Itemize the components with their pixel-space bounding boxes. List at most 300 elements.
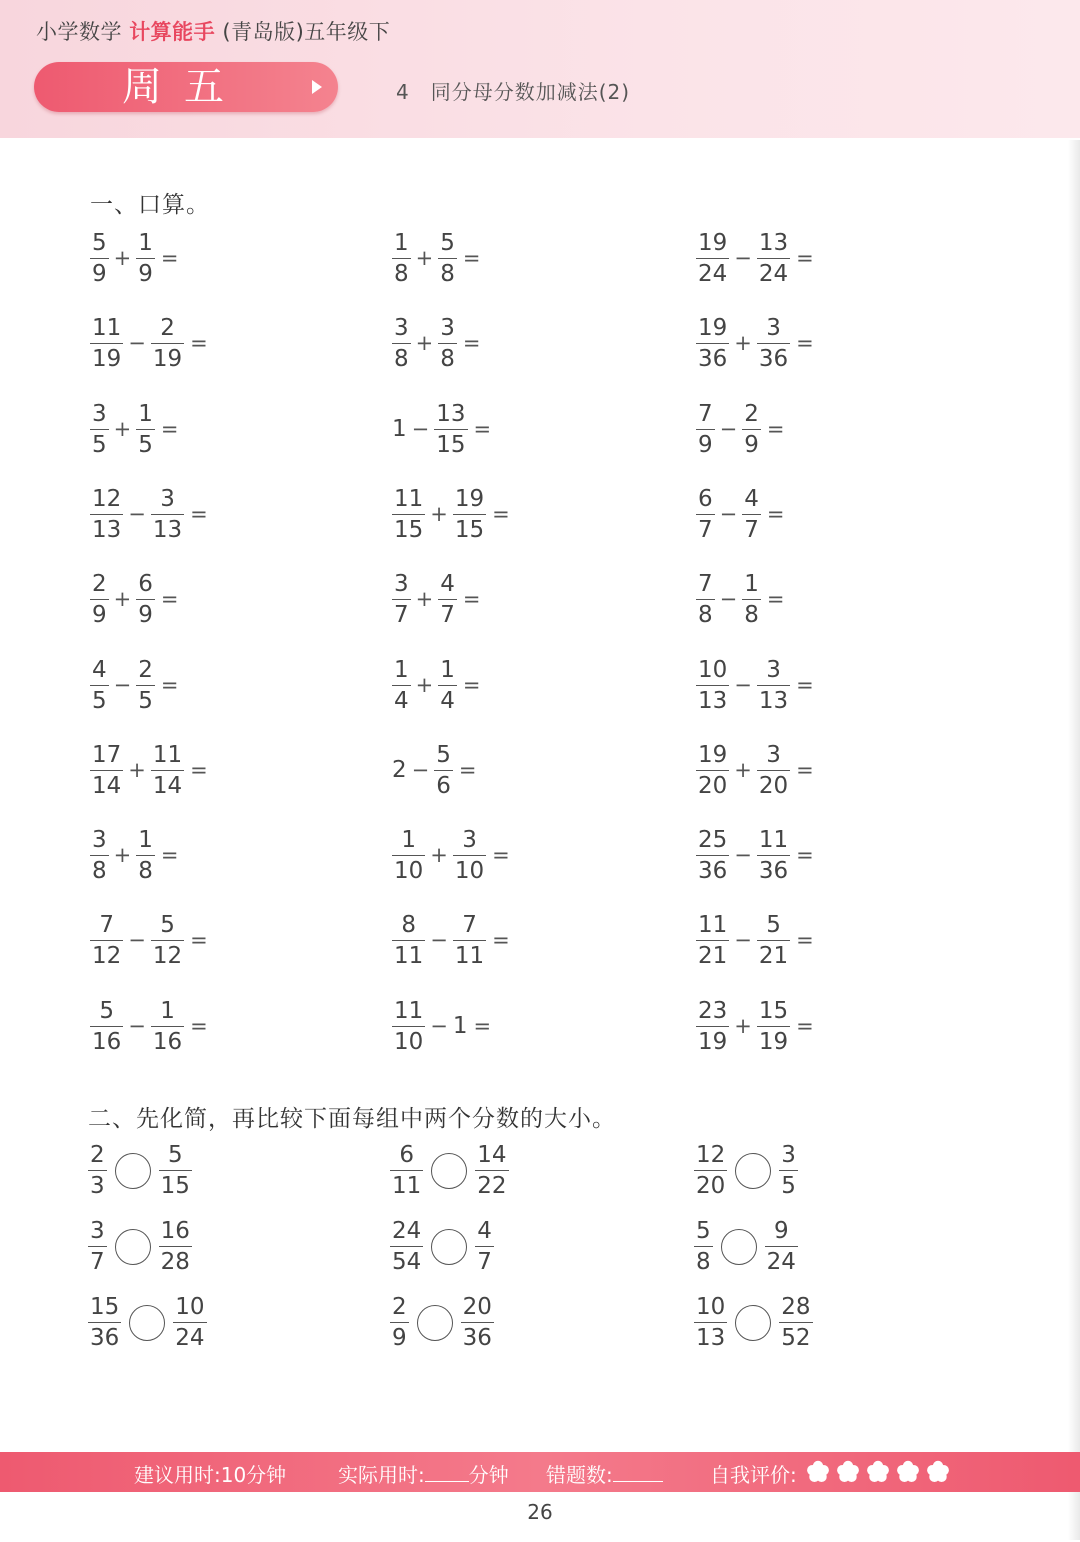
- denominator: 28: [160, 1249, 190, 1275]
- fraction: [757, 230, 790, 287]
- equals-sign: =: [190, 501, 208, 526]
- numerator: 12: [696, 1142, 726, 1168]
- fraction: [757, 998, 790, 1055]
- flower-star-icon[interactable]: [866, 1460, 890, 1484]
- equals-sign: =: [492, 501, 510, 526]
- denominator: 9: [698, 431, 713, 458]
- numerator: 25: [698, 827, 728, 854]
- fraction-bar: [696, 770, 729, 771]
- numerator: 11: [152, 741, 183, 768]
- equals-sign: =: [190, 928, 208, 953]
- fraction-bar: [136, 599, 155, 600]
- fraction-bar: [159, 1246, 192, 1247]
- fraction-bar: [757, 940, 790, 941]
- numerator: 2: [744, 400, 759, 427]
- equals-sign: =: [190, 1013, 208, 1038]
- comparison-answer-circle[interactable]: [721, 1229, 757, 1265]
- fraction-bar: [779, 1170, 798, 1171]
- comparison-answer-circle[interactable]: [735, 1153, 771, 1189]
- problem: [696, 486, 785, 543]
- equals-sign: =: [766, 501, 785, 526]
- fraction: [694, 1294, 727, 1351]
- denominator: 11: [392, 1173, 422, 1199]
- operator: +: [415, 587, 434, 612]
- denominator: 7: [744, 516, 759, 543]
- denominator: 7: [477, 1249, 492, 1275]
- fraction: [696, 315, 729, 372]
- denominator: 13: [696, 1325, 726, 1351]
- numerator: 3: [394, 571, 409, 598]
- numerator: 3: [92, 827, 107, 854]
- fraction-bar: [438, 599, 457, 600]
- fraction-bar: [696, 940, 729, 941]
- numerator: 3: [766, 315, 781, 342]
- problem: [392, 657, 481, 714]
- equals-sign: =: [492, 843, 510, 868]
- fraction: [742, 401, 761, 458]
- numerator: 4: [92, 656, 107, 683]
- fraction-bar: [779, 1322, 812, 1323]
- numerator: 13: [436, 400, 466, 427]
- fraction-bar: [694, 1246, 713, 1247]
- fraction: [392, 486, 425, 543]
- fraction: [159, 1142, 192, 1199]
- fraction-bar: [390, 1322, 409, 1323]
- denominator: 24: [766, 1249, 796, 1275]
- problem: [392, 315, 481, 372]
- numerator: 12: [92, 485, 122, 512]
- fraction: [453, 827, 486, 884]
- fraction: [390, 1218, 423, 1275]
- numerator: 1: [138, 827, 153, 854]
- comparison-answer-circle[interactable]: [115, 1229, 151, 1265]
- numerator: 1: [394, 656, 409, 683]
- book-title-highlight: 计算能手: [129, 20, 216, 44]
- fraction-bar: [453, 514, 486, 515]
- flower-star-icon[interactable]: [926, 1460, 950, 1484]
- denominator: 15: [394, 516, 424, 543]
- fraction: [438, 315, 457, 372]
- fraction: [453, 912, 486, 969]
- numerator: 5: [696, 1218, 711, 1244]
- fraction: [90, 657, 109, 714]
- fraction: [779, 1294, 812, 1351]
- fraction-bar: [742, 514, 761, 515]
- fraction-bar: [90, 1026, 123, 1027]
- operator: −: [430, 928, 448, 953]
- fraction: [90, 486, 123, 543]
- operator: +: [415, 331, 434, 356]
- comparison-problem: [390, 1294, 494, 1351]
- fraction: [392, 998, 425, 1055]
- denominator: 14: [92, 772, 122, 799]
- equals-sign: =: [160, 587, 179, 612]
- equals-sign: =: [796, 672, 814, 697]
- fraction-bar: [90, 599, 109, 600]
- operator: −: [719, 501, 738, 526]
- section2-title: 二、先化简，再比较下面每组中两个分数的大小。: [88, 1106, 616, 1132]
- fraction: [694, 1142, 727, 1199]
- denominator: 13: [152, 516, 183, 543]
- equals-sign: =: [462, 331, 481, 356]
- flower-star-icon[interactable]: [806, 1460, 830, 1484]
- numerator: 13: [758, 230, 789, 256]
- problem: [696, 315, 814, 372]
- fraction: [696, 571, 715, 628]
- problem: [90, 571, 179, 628]
- fraction: [742, 571, 761, 628]
- fraction-bar: [151, 514, 184, 515]
- equals-sign: =: [796, 843, 814, 868]
- fraction-bar: [390, 1170, 423, 1171]
- numerator: 3: [440, 315, 455, 342]
- fraction: [136, 827, 155, 884]
- problem: [90, 742, 208, 799]
- numerator: 1: [138, 400, 153, 427]
- fraction-bar: [392, 685, 411, 686]
- denominator: 19: [758, 1028, 789, 1055]
- fraction: [151, 912, 184, 969]
- fraction: [136, 401, 155, 458]
- equals-sign: =: [462, 672, 481, 697]
- actual-time-label: 实际用时:: [338, 1463, 425, 1487]
- fraction-bar: [90, 940, 123, 941]
- denominator: 8: [440, 346, 455, 373]
- operator: +: [113, 843, 132, 868]
- equals-sign: =: [473, 416, 492, 441]
- fraction: [696, 230, 729, 287]
- denominator: 9: [392, 1325, 407, 1351]
- equals-sign: =: [458, 757, 477, 782]
- page-number: 26: [527, 1500, 553, 1524]
- numerator: 3: [92, 400, 107, 427]
- flower-star-icon[interactable]: [896, 1460, 920, 1484]
- problem: [696, 912, 814, 969]
- denominator: 12: [152, 943, 183, 970]
- fraction-bar: [88, 1170, 107, 1171]
- operator: −: [734, 843, 752, 868]
- comparison-answer-circle[interactable]: [115, 1153, 151, 1189]
- equals-sign: =: [796, 928, 814, 953]
- denominator: 13: [698, 687, 728, 714]
- numerator: 11: [394, 997, 424, 1024]
- fraction-bar: [90, 685, 109, 686]
- denominator: 9: [744, 431, 759, 458]
- fraction-bar: [151, 940, 184, 941]
- fraction: [90, 230, 109, 287]
- numerator: 3: [766, 656, 781, 683]
- operator: −: [128, 501, 146, 526]
- equals-sign: =: [796, 331, 814, 356]
- book-title: [36, 16, 390, 46]
- fraction-bar: [475, 1246, 494, 1247]
- fraction-bar: [173, 1322, 206, 1323]
- problem: [90, 912, 208, 969]
- equals-sign: =: [190, 331, 208, 356]
- equals-sign: =: [796, 1013, 814, 1038]
- fraction: [159, 1218, 192, 1275]
- fraction-bar: [434, 429, 467, 430]
- operator: +: [415, 672, 434, 697]
- denominator: 8: [394, 346, 409, 373]
- fraction: [696, 742, 729, 799]
- equals-sign: =: [492, 928, 510, 953]
- numerator: 5: [436, 741, 451, 768]
- denominator: 24: [175, 1325, 205, 1351]
- fraction: [438, 571, 457, 628]
- denominator: 21: [698, 943, 728, 970]
- numerator: 4: [744, 485, 759, 512]
- fraction-bar: [90, 429, 109, 430]
- equals-sign: =: [462, 587, 481, 612]
- denominator: 5: [138, 431, 153, 458]
- fraction: [742, 486, 761, 543]
- numerator: 1: [138, 230, 153, 256]
- fraction: [757, 315, 790, 372]
- error-count: [546, 1459, 663, 1488]
- denominator: 16: [152, 1028, 183, 1055]
- fraction: [173, 1294, 206, 1351]
- fraction: [757, 657, 790, 714]
- operator: +: [430, 501, 448, 526]
- numerator: 5: [167, 1142, 183, 1168]
- fraction-bar: [151, 770, 184, 771]
- numerator: 3: [766, 741, 781, 768]
- fraction-bar: [757, 685, 790, 686]
- fraction-bar: [742, 429, 761, 430]
- fraction: [392, 827, 425, 884]
- fraction: [88, 1294, 121, 1351]
- fraction: [475, 1142, 508, 1199]
- day-label: 周五: [122, 64, 246, 110]
- fraction: [438, 657, 457, 714]
- fraction: [136, 657, 155, 714]
- numerator: 6: [698, 485, 713, 512]
- numerator: 10: [698, 656, 728, 683]
- numerator: 10: [696, 1294, 726, 1320]
- denominator: 16: [92, 1028, 122, 1055]
- equals-sign: =: [160, 672, 179, 697]
- fraction: [390, 1142, 423, 1199]
- numerator: 4: [440, 571, 455, 598]
- flower-star-icon[interactable]: [836, 1460, 860, 1484]
- denominator: 8: [394, 261, 409, 287]
- fraction: [434, 401, 467, 458]
- comparison-answer-circle[interactable]: [431, 1229, 467, 1265]
- denominator: 20: [696, 1173, 726, 1199]
- equals-sign: =: [160, 416, 179, 441]
- day-pill: [34, 62, 338, 112]
- denominator: 36: [698, 346, 728, 373]
- numerator: 2: [90, 1142, 105, 1168]
- comparison-answer-circle[interactable]: [417, 1305, 453, 1341]
- fraction: [392, 315, 411, 372]
- fraction-bar: [392, 940, 425, 941]
- numerator: 1: [401, 827, 416, 854]
- fraction-bar: [696, 514, 715, 515]
- fraction-bar: [90, 258, 109, 259]
- comparison-problem: [694, 1142, 798, 1199]
- fraction-bar: [696, 685, 729, 686]
- numerator: 3: [462, 827, 477, 854]
- fraction: [90, 827, 109, 884]
- problem: [696, 571, 785, 628]
- numerator: 20: [462, 1294, 492, 1320]
- page-edge: [1068, 140, 1080, 1540]
- fraction-bar: [461, 1322, 494, 1323]
- problem: [392, 571, 481, 628]
- fraction: [757, 827, 790, 884]
- fraction-bar: [696, 1026, 729, 1027]
- fraction-bar: [151, 1026, 184, 1027]
- fraction: [88, 1218, 107, 1275]
- denominator: 7: [394, 602, 409, 629]
- denominator: 22: [477, 1173, 507, 1199]
- denominator: 8: [138, 858, 153, 885]
- error-count-blank[interactable]: [613, 1465, 663, 1482]
- operator: −: [734, 928, 752, 953]
- denominator: 7: [698, 516, 713, 543]
- equals-sign: =: [796, 757, 814, 782]
- fraction-bar: [757, 770, 790, 771]
- self-eval-label: 自我评价:: [710, 1463, 797, 1487]
- numerator: 2: [138, 656, 153, 683]
- numerator: 9: [773, 1218, 789, 1244]
- book-title-suffix: (青岛版)五年级下: [222, 20, 391, 44]
- numerator: 5: [99, 997, 114, 1024]
- numerator: 11: [698, 912, 728, 939]
- operator: −: [411, 416, 430, 441]
- denominator: 15: [160, 1173, 190, 1199]
- fraction-bar: [159, 1170, 192, 1171]
- denominator: 11: [454, 943, 485, 970]
- whole-number: 1: [452, 1012, 468, 1039]
- operator: +: [415, 246, 434, 270]
- problem: [90, 486, 208, 543]
- fraction: [151, 998, 184, 1055]
- comparison-problem: [88, 1142, 192, 1199]
- numerator: 3: [781, 1142, 796, 1168]
- numerator: 7: [462, 912, 477, 939]
- actual-time-unit: 分钟: [468, 1463, 509, 1487]
- fraction-bar: [392, 514, 425, 515]
- equals-sign: =: [160, 246, 179, 270]
- problem: [392, 912, 510, 969]
- fraction: [90, 998, 123, 1055]
- problem: [696, 827, 814, 884]
- operator: +: [113, 246, 132, 270]
- fraction-bar: [453, 855, 486, 856]
- equals-sign: =: [796, 246, 814, 270]
- problem: [392, 486, 510, 543]
- denominator: 10: [454, 858, 485, 885]
- fraction-bar: [136, 685, 155, 686]
- denominator: 8: [440, 261, 455, 287]
- operator: +: [430, 843, 448, 868]
- denominator: 15: [436, 431, 466, 458]
- denominator: 4: [440, 687, 455, 714]
- fraction-bar: [757, 855, 790, 856]
- equals-sign: =: [462, 246, 481, 270]
- denominator: 21: [758, 943, 789, 970]
- fraction: [390, 1294, 409, 1351]
- fraction: [765, 1218, 798, 1275]
- equals-sign: =: [766, 587, 785, 612]
- denominator: 5: [138, 687, 153, 714]
- numerator: 3: [160, 485, 175, 512]
- comparison-answer-circle[interactable]: [129, 1305, 165, 1341]
- denominator: 12: [92, 943, 122, 970]
- denominator: 9: [138, 602, 153, 629]
- comparison-answer-circle[interactable]: [431, 1153, 467, 1189]
- section1-title: 一、口算。: [90, 192, 210, 218]
- operator: −: [734, 672, 752, 697]
- operator: +: [734, 1013, 752, 1038]
- fraction-bar: [475, 1170, 508, 1171]
- denominator: 36: [698, 858, 728, 885]
- operator: +: [113, 416, 132, 441]
- problem: [90, 230, 179, 287]
- lesson-title: 4 同分母分数加减法(2): [396, 80, 631, 104]
- fraction: [136, 230, 155, 287]
- problem: [392, 998, 491, 1055]
- numerator: 24: [392, 1218, 422, 1244]
- actual-time-blank[interactable]: [425, 1465, 469, 1482]
- fraction-bar: [136, 429, 155, 430]
- denominator: 36: [90, 1325, 120, 1351]
- numerator: 5: [766, 912, 781, 939]
- problem: [696, 401, 785, 458]
- fraction: [392, 912, 425, 969]
- fraction-bar: [696, 343, 729, 344]
- numerator: 7: [99, 912, 114, 939]
- fraction: [757, 912, 790, 969]
- fraction: [151, 315, 184, 372]
- fraction: [694, 1218, 713, 1275]
- denominator: 20: [758, 772, 789, 799]
- fraction-bar: [392, 855, 425, 856]
- fraction: [757, 742, 790, 799]
- fraction-bar: [392, 343, 411, 344]
- fraction-bar: [151, 343, 184, 344]
- fraction-bar: [757, 343, 790, 344]
- comparison-answer-circle[interactable]: [735, 1305, 771, 1341]
- fraction: [90, 912, 123, 969]
- fraction-bar: [90, 514, 123, 515]
- problem: [696, 742, 814, 799]
- denominator: 36: [758, 858, 789, 885]
- operator: +: [734, 331, 752, 356]
- fraction: [392, 230, 411, 287]
- fraction: [453, 486, 486, 543]
- fraction: [779, 1142, 798, 1199]
- numerator: 19: [454, 485, 485, 512]
- fraction: [151, 742, 184, 799]
- denominator: 13: [758, 687, 789, 714]
- fraction: [88, 1142, 107, 1199]
- numerator: 1: [394, 230, 409, 256]
- denominator: 13: [92, 516, 122, 543]
- denominator: 54: [392, 1249, 422, 1275]
- numerator: 3: [90, 1218, 105, 1244]
- fraction-bar: [392, 599, 411, 600]
- denominator: 8: [698, 602, 713, 629]
- fraction: [392, 571, 411, 628]
- numerator: 16: [160, 1218, 190, 1244]
- fraction-bar: [757, 1026, 790, 1027]
- fraction-bar: [694, 1322, 727, 1323]
- denominator: 5: [92, 431, 107, 458]
